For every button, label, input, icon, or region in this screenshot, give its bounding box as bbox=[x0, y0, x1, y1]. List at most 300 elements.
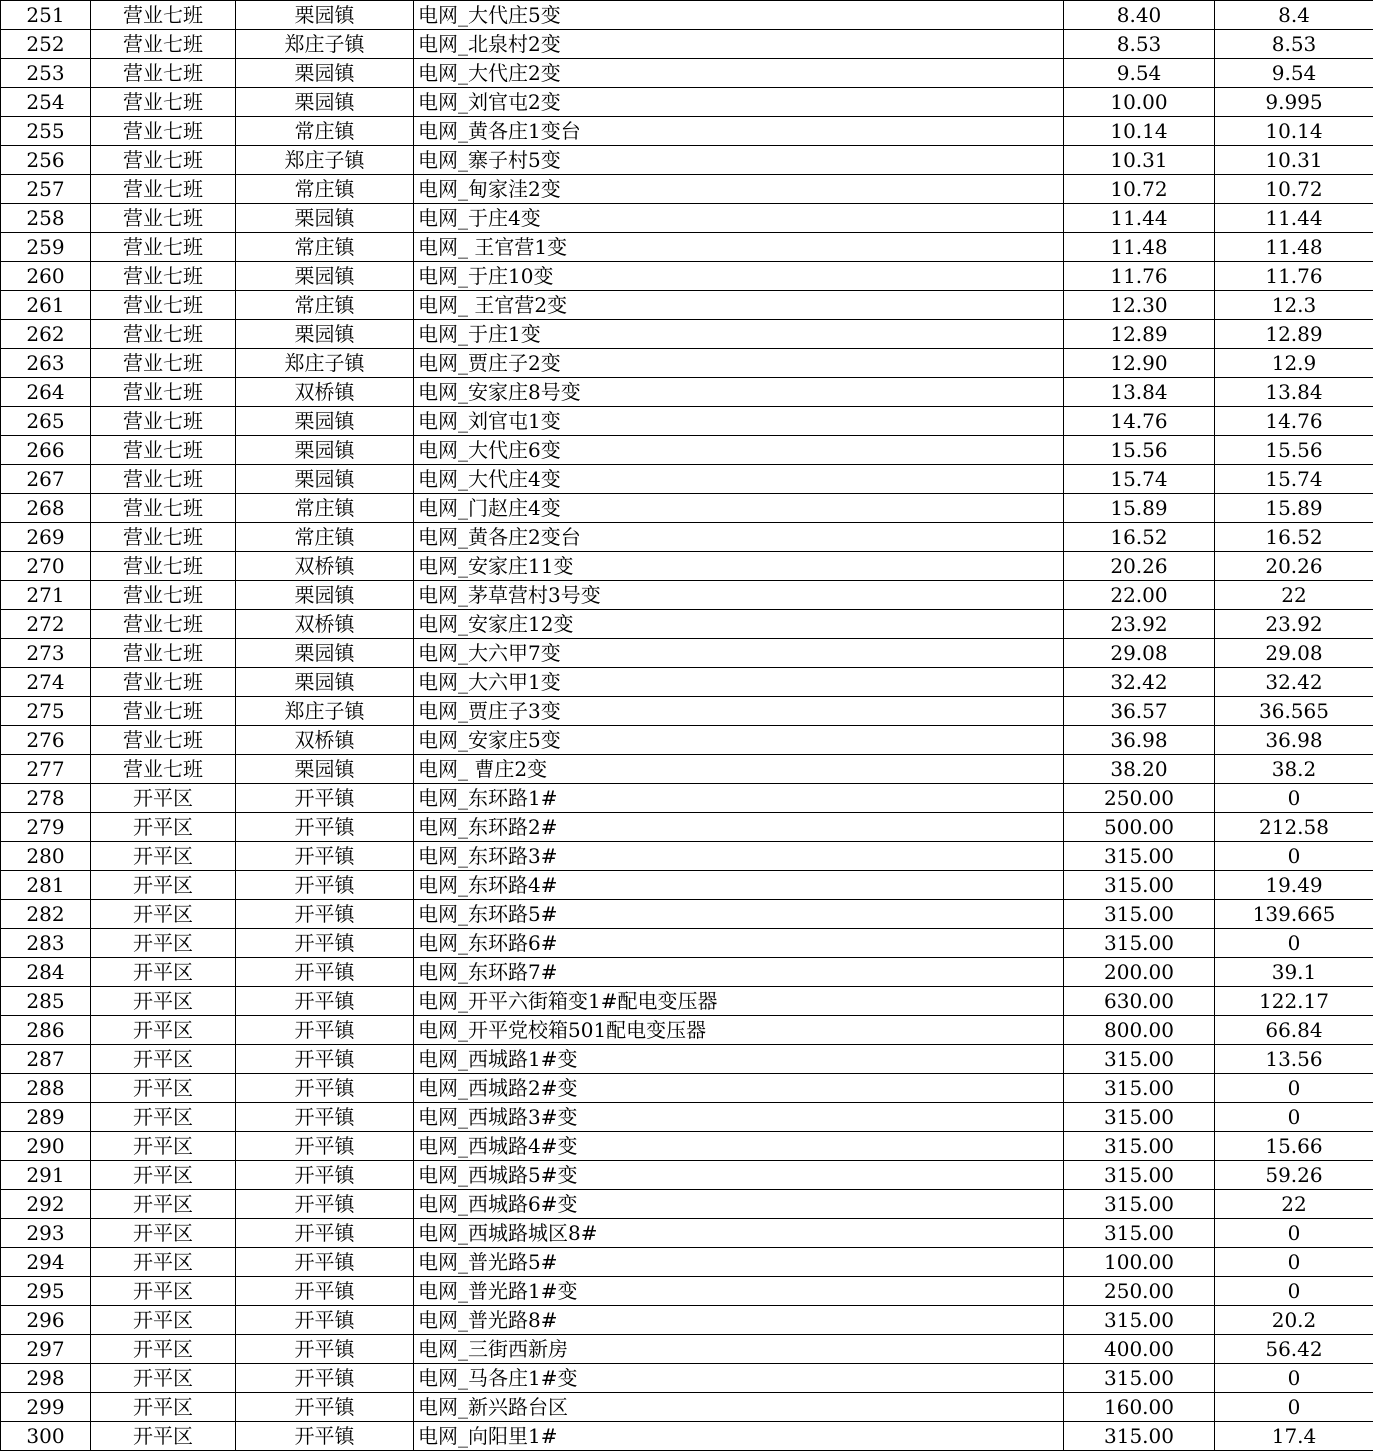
value-cell: 13.56 bbox=[1215, 1045, 1373, 1074]
town-cell: 开平镇 bbox=[236, 1045, 414, 1074]
row-number: 278 bbox=[1, 784, 91, 813]
team-cell: 营业七班 bbox=[91, 465, 236, 494]
row-number: 295 bbox=[1, 1277, 91, 1306]
row-number: 259 bbox=[1, 233, 91, 262]
transformer-name-cell: 电网_新兴路台区 bbox=[414, 1393, 1064, 1422]
town-cell: 开平镇 bbox=[236, 1306, 414, 1335]
value-cell: 16.52 bbox=[1215, 523, 1373, 552]
town-cell: 开平镇 bbox=[236, 1161, 414, 1190]
transformer-name-cell: 电网_大六甲1变 bbox=[414, 668, 1064, 697]
table-row bbox=[1, 88, 1373, 117]
value-cell: 39.1 bbox=[1215, 958, 1373, 987]
value-cell: 10.14 bbox=[1215, 117, 1373, 146]
capacity-cell: 10.31 bbox=[1064, 146, 1215, 175]
row-number: 263 bbox=[1, 349, 91, 378]
table-row bbox=[1, 407, 1373, 436]
value-cell: 12.3 bbox=[1215, 291, 1373, 320]
row-number: 265 bbox=[1, 407, 91, 436]
transformer-name-cell: 电网_东环路5# bbox=[414, 900, 1064, 929]
table-row bbox=[1, 697, 1373, 726]
team-cell: 营业七班 bbox=[91, 494, 236, 523]
team-cell: 开平区 bbox=[91, 1277, 236, 1306]
transformer-name-cell: 电网_贾庄子3变 bbox=[414, 697, 1064, 726]
transformer-name-cell: 电网_西城路2#变 bbox=[414, 1074, 1064, 1103]
capacity-cell: 29.08 bbox=[1064, 639, 1215, 668]
table-row bbox=[1, 1364, 1373, 1393]
table-row bbox=[1, 233, 1373, 262]
value-cell: 12.9 bbox=[1215, 349, 1373, 378]
capacity-cell: 250.00 bbox=[1064, 784, 1215, 813]
team-cell: 开平区 bbox=[91, 1364, 236, 1393]
table-row bbox=[1, 146, 1373, 175]
team-cell: 营业七班 bbox=[91, 117, 236, 146]
capacity-cell: 315.00 bbox=[1064, 900, 1215, 929]
transformer-name-cell: 电网_安家庄8号变 bbox=[414, 378, 1064, 407]
table-row bbox=[1, 668, 1373, 697]
transformer-name-cell: 电网_东环路7# bbox=[414, 958, 1064, 987]
town-cell: 双桥镇 bbox=[236, 378, 414, 407]
table-row bbox=[1, 784, 1373, 813]
town-cell: 双桥镇 bbox=[236, 610, 414, 639]
capacity-cell: 400.00 bbox=[1064, 1335, 1215, 1364]
capacity-cell: 8.40 bbox=[1064, 1, 1215, 30]
row-number: 273 bbox=[1, 639, 91, 668]
town-cell: 栗园镇 bbox=[236, 639, 414, 668]
table-row bbox=[1, 436, 1373, 465]
transformer-name-cell: 电网_贾庄子2变 bbox=[414, 349, 1064, 378]
town-cell: 郑庄子镇 bbox=[236, 30, 414, 59]
team-cell: 营业七班 bbox=[91, 59, 236, 88]
town-cell: 栗园镇 bbox=[236, 1, 414, 30]
town-cell: 常庄镇 bbox=[236, 494, 414, 523]
capacity-cell: 15.74 bbox=[1064, 465, 1215, 494]
row-number: 291 bbox=[1, 1161, 91, 1190]
team-cell: 开平区 bbox=[91, 1132, 236, 1161]
capacity-cell: 315.00 bbox=[1064, 871, 1215, 900]
value-cell: 0 bbox=[1215, 1219, 1373, 1248]
team-cell: 开平区 bbox=[91, 958, 236, 987]
team-cell: 开平区 bbox=[91, 1016, 236, 1045]
value-cell: 10.72 bbox=[1215, 175, 1373, 204]
row-number: 289 bbox=[1, 1103, 91, 1132]
row-number: 260 bbox=[1, 262, 91, 291]
table-row bbox=[1, 1016, 1373, 1045]
value-cell: 0 bbox=[1215, 1393, 1373, 1422]
team-cell: 开平区 bbox=[91, 1335, 236, 1364]
capacity-cell: 315.00 bbox=[1064, 1074, 1215, 1103]
capacity-cell: 15.56 bbox=[1064, 436, 1215, 465]
town-cell: 开平镇 bbox=[236, 1190, 414, 1219]
value-cell: 36.565 bbox=[1215, 697, 1373, 726]
team-cell: 营业七班 bbox=[91, 320, 236, 349]
team-cell: 开平区 bbox=[91, 1045, 236, 1074]
table-row bbox=[1, 552, 1373, 581]
table-row bbox=[1, 349, 1373, 378]
row-number: 256 bbox=[1, 146, 91, 175]
capacity-cell: 10.72 bbox=[1064, 175, 1215, 204]
table-row bbox=[1, 1248, 1373, 1277]
value-cell: 10.31 bbox=[1215, 146, 1373, 175]
value-cell: 32.42 bbox=[1215, 668, 1373, 697]
value-cell: 8.4 bbox=[1215, 1, 1373, 30]
town-cell: 常庄镇 bbox=[236, 175, 414, 204]
capacity-cell: 315.00 bbox=[1064, 929, 1215, 958]
value-cell: 0 bbox=[1215, 1277, 1373, 1306]
row-number: 283 bbox=[1, 929, 91, 958]
table-row bbox=[1, 291, 1373, 320]
table-row bbox=[1, 1422, 1373, 1451]
capacity-cell: 16.52 bbox=[1064, 523, 1215, 552]
table-row bbox=[1, 204, 1373, 233]
table-row bbox=[1, 1045, 1373, 1074]
transformer-name-cell: 电网_西城路3#变 bbox=[414, 1103, 1064, 1132]
capacity-cell: 315.00 bbox=[1064, 1161, 1215, 1190]
row-number: 266 bbox=[1, 436, 91, 465]
table-row bbox=[1, 726, 1373, 755]
value-cell: 15.74 bbox=[1215, 465, 1373, 494]
team-cell: 营业七班 bbox=[91, 407, 236, 436]
capacity-cell: 315.00 bbox=[1064, 842, 1215, 871]
value-cell: 22 bbox=[1215, 1190, 1373, 1219]
table-row bbox=[1, 929, 1373, 958]
capacity-cell: 36.98 bbox=[1064, 726, 1215, 755]
table-row bbox=[1, 1, 1373, 30]
town-cell: 开平镇 bbox=[236, 987, 414, 1016]
row-number: 251 bbox=[1, 1, 91, 30]
town-cell: 开平镇 bbox=[236, 929, 414, 958]
table-row bbox=[1, 1306, 1373, 1335]
row-number: 271 bbox=[1, 581, 91, 610]
transformer-name-cell: 电网_门赵庄4变 bbox=[414, 494, 1064, 523]
value-cell: 122.17 bbox=[1215, 987, 1373, 1016]
team-cell: 营业七班 bbox=[91, 726, 236, 755]
town-cell: 栗园镇 bbox=[236, 465, 414, 494]
transformer-name-cell: 电网_于庄1变 bbox=[414, 320, 1064, 349]
transformer-name-cell: 电网_西城路6#变 bbox=[414, 1190, 1064, 1219]
transformer-name-cell: 电网_ 曹庄2变 bbox=[414, 755, 1064, 784]
transformer-name-cell: 电网_于庄4变 bbox=[414, 204, 1064, 233]
transformer-name-cell: 电网_东环路2# bbox=[414, 813, 1064, 842]
transformer-name-cell: 电网_马各庄1#变 bbox=[414, 1364, 1064, 1393]
table-row bbox=[1, 871, 1373, 900]
value-cell: 11.48 bbox=[1215, 233, 1373, 262]
capacity-cell: 12.30 bbox=[1064, 291, 1215, 320]
table-row bbox=[1, 813, 1373, 842]
table-row bbox=[1, 639, 1373, 668]
team-cell: 开平区 bbox=[91, 842, 236, 871]
capacity-cell: 11.76 bbox=[1064, 262, 1215, 291]
row-number: 275 bbox=[1, 697, 91, 726]
capacity-cell: 315.00 bbox=[1064, 1422, 1215, 1451]
transformer-name-cell: 电网_刘官屯1变 bbox=[414, 407, 1064, 436]
table-row bbox=[1, 900, 1373, 929]
row-number: 253 bbox=[1, 59, 91, 88]
capacity-cell: 315.00 bbox=[1064, 1103, 1215, 1132]
value-cell: 0 bbox=[1215, 1248, 1373, 1277]
team-cell: 营业七班 bbox=[91, 262, 236, 291]
town-cell: 常庄镇 bbox=[236, 233, 414, 262]
transformer-name-cell: 电网_ 王官营2变 bbox=[414, 291, 1064, 320]
transformer-name-cell: 电网_北泉村2变 bbox=[414, 30, 1064, 59]
team-cell: 开平区 bbox=[91, 871, 236, 900]
value-cell: 36.98 bbox=[1215, 726, 1373, 755]
table-row bbox=[1, 1161, 1373, 1190]
team-cell: 营业七班 bbox=[91, 30, 236, 59]
transformer-name-cell: 电网_安家庄11变 bbox=[414, 552, 1064, 581]
team-cell: 营业七班 bbox=[91, 233, 236, 262]
capacity-cell: 15.89 bbox=[1064, 494, 1215, 523]
row-number: 296 bbox=[1, 1306, 91, 1335]
team-cell: 开平区 bbox=[91, 1161, 236, 1190]
value-cell: 20.26 bbox=[1215, 552, 1373, 581]
town-cell: 开平镇 bbox=[236, 813, 414, 842]
town-cell: 开平镇 bbox=[236, 1074, 414, 1103]
transformer-name-cell: 电网_大六甲7变 bbox=[414, 639, 1064, 668]
table-row bbox=[1, 1393, 1373, 1422]
value-cell: 9.54 bbox=[1215, 59, 1373, 88]
table-row bbox=[1, 1074, 1373, 1103]
team-cell: 开平区 bbox=[91, 1190, 236, 1219]
town-cell: 开平镇 bbox=[236, 842, 414, 871]
town-cell: 栗园镇 bbox=[236, 204, 414, 233]
capacity-cell: 10.00 bbox=[1064, 88, 1215, 117]
transformer-name-cell: 电网_普光路1#变 bbox=[414, 1277, 1064, 1306]
town-cell: 开平镇 bbox=[236, 1016, 414, 1045]
row-number: 292 bbox=[1, 1190, 91, 1219]
row-number: 261 bbox=[1, 291, 91, 320]
town-cell: 郑庄子镇 bbox=[236, 349, 414, 378]
team-cell: 开平区 bbox=[91, 1219, 236, 1248]
value-cell: 0 bbox=[1215, 929, 1373, 958]
value-cell: 38.2 bbox=[1215, 755, 1373, 784]
town-cell: 双桥镇 bbox=[236, 552, 414, 581]
team-cell: 营业七班 bbox=[91, 697, 236, 726]
transformer-name-cell: 电网_寨子村5变 bbox=[414, 146, 1064, 175]
value-cell: 15.56 bbox=[1215, 436, 1373, 465]
town-cell: 开平镇 bbox=[236, 1219, 414, 1248]
team-cell: 营业七班 bbox=[91, 610, 236, 639]
table-row bbox=[1, 59, 1373, 88]
capacity-cell: 9.54 bbox=[1064, 59, 1215, 88]
town-cell: 开平镇 bbox=[236, 1364, 414, 1393]
table-row bbox=[1, 958, 1373, 987]
table-row bbox=[1, 117, 1373, 146]
transformer-name-cell: 电网_西城路1#变 bbox=[414, 1045, 1064, 1074]
capacity-cell: 32.42 bbox=[1064, 668, 1215, 697]
team-cell: 开平区 bbox=[91, 1248, 236, 1277]
team-cell: 营业七班 bbox=[91, 581, 236, 610]
value-cell: 22 bbox=[1215, 581, 1373, 610]
row-number: 281 bbox=[1, 871, 91, 900]
team-cell: 营业七班 bbox=[91, 291, 236, 320]
team-cell: 开平区 bbox=[91, 900, 236, 929]
town-cell: 开平镇 bbox=[236, 1248, 414, 1277]
row-number: 290 bbox=[1, 1132, 91, 1161]
town-cell: 栗园镇 bbox=[236, 436, 414, 465]
transformer-name-cell: 电网_甸家洼2变 bbox=[414, 175, 1064, 204]
row-number: 299 bbox=[1, 1393, 91, 1422]
capacity-cell: 315.00 bbox=[1064, 1045, 1215, 1074]
value-cell: 29.08 bbox=[1215, 639, 1373, 668]
table-row bbox=[1, 987, 1373, 1016]
table-row bbox=[1, 30, 1373, 59]
transformer-name-cell: 电网_西城路5#变 bbox=[414, 1161, 1064, 1190]
row-number: 297 bbox=[1, 1335, 91, 1364]
team-cell: 开平区 bbox=[91, 1393, 236, 1422]
team-cell: 营业七班 bbox=[91, 523, 236, 552]
value-cell: 56.42 bbox=[1215, 1335, 1373, 1364]
value-cell: 17.4 bbox=[1215, 1422, 1373, 1451]
capacity-cell: 315.00 bbox=[1064, 1364, 1215, 1393]
row-number: 268 bbox=[1, 494, 91, 523]
capacity-cell: 23.92 bbox=[1064, 610, 1215, 639]
team-cell: 营业七班 bbox=[91, 1, 236, 30]
transformer-name-cell: 电网_于庄10变 bbox=[414, 262, 1064, 291]
town-cell: 常庄镇 bbox=[236, 523, 414, 552]
table-row bbox=[1, 523, 1373, 552]
value-cell: 0 bbox=[1215, 784, 1373, 813]
team-cell: 营业七班 bbox=[91, 146, 236, 175]
transformer-name-cell: 电网_东环路1# bbox=[414, 784, 1064, 813]
table-row bbox=[1, 320, 1373, 349]
capacity-cell: 250.00 bbox=[1064, 1277, 1215, 1306]
value-cell: 15.89 bbox=[1215, 494, 1373, 523]
capacity-cell: 800.00 bbox=[1064, 1016, 1215, 1045]
transformer-name-cell: 电网_西城路城区8# bbox=[414, 1219, 1064, 1248]
team-cell: 开平区 bbox=[91, 929, 236, 958]
table-row bbox=[1, 494, 1373, 523]
value-cell: 13.84 bbox=[1215, 378, 1373, 407]
capacity-cell: 12.89 bbox=[1064, 320, 1215, 349]
table-row bbox=[1, 1335, 1373, 1364]
value-cell: 59.26 bbox=[1215, 1161, 1373, 1190]
table-row bbox=[1, 581, 1373, 610]
row-number: 277 bbox=[1, 755, 91, 784]
row-number: 269 bbox=[1, 523, 91, 552]
row-number: 280 bbox=[1, 842, 91, 871]
town-cell: 常庄镇 bbox=[236, 117, 414, 146]
capacity-cell: 630.00 bbox=[1064, 987, 1215, 1016]
transformer-name-cell: 电网_西城路4#变 bbox=[414, 1132, 1064, 1161]
capacity-cell: 8.53 bbox=[1064, 30, 1215, 59]
value-cell: 0 bbox=[1215, 1364, 1373, 1393]
capacity-cell: 12.90 bbox=[1064, 349, 1215, 378]
transformer-name-cell: 电网_ 王官营1变 bbox=[414, 233, 1064, 262]
town-cell: 郑庄子镇 bbox=[236, 697, 414, 726]
transformer-name-cell: 电网_东环路6# bbox=[414, 929, 1064, 958]
value-cell: 0 bbox=[1215, 1103, 1373, 1132]
value-cell: 14.76 bbox=[1215, 407, 1373, 436]
transformer-name-cell: 电网_大代庄6变 bbox=[414, 436, 1064, 465]
table-row bbox=[1, 610, 1373, 639]
town-cell: 栗园镇 bbox=[236, 668, 414, 697]
capacity-cell: 160.00 bbox=[1064, 1393, 1215, 1422]
transformer-name-cell: 电网_黄各庄1变台 bbox=[414, 117, 1064, 146]
table-row bbox=[1, 465, 1373, 494]
value-cell: 23.92 bbox=[1215, 610, 1373, 639]
town-cell: 开平镇 bbox=[236, 1393, 414, 1422]
town-cell: 开平镇 bbox=[236, 1103, 414, 1132]
town-cell: 开平镇 bbox=[236, 784, 414, 813]
value-cell: 15.66 bbox=[1215, 1132, 1373, 1161]
table-row bbox=[1, 1132, 1373, 1161]
row-number: 284 bbox=[1, 958, 91, 987]
transformer-name-cell: 电网_茅草营村3号变 bbox=[414, 581, 1064, 610]
team-cell: 开平区 bbox=[91, 784, 236, 813]
capacity-cell: 200.00 bbox=[1064, 958, 1215, 987]
value-cell: 212.58 bbox=[1215, 813, 1373, 842]
row-number: 274 bbox=[1, 668, 91, 697]
capacity-cell: 11.48 bbox=[1064, 233, 1215, 262]
team-cell: 营业七班 bbox=[91, 349, 236, 378]
capacity-cell: 38.20 bbox=[1064, 755, 1215, 784]
team-cell: 营业七班 bbox=[91, 552, 236, 581]
team-cell: 营业七班 bbox=[91, 175, 236, 204]
capacity-cell: 11.44 bbox=[1064, 204, 1215, 233]
row-number: 293 bbox=[1, 1219, 91, 1248]
transformer-name-cell: 电网_向阳里1# bbox=[414, 1422, 1064, 1451]
transformer-name-cell: 电网_开平党校箱501配电变压器 bbox=[414, 1016, 1064, 1045]
row-number: 254 bbox=[1, 88, 91, 117]
capacity-cell: 500.00 bbox=[1064, 813, 1215, 842]
team-cell: 营业七班 bbox=[91, 639, 236, 668]
capacity-cell: 10.14 bbox=[1064, 117, 1215, 146]
transformer-name-cell: 电网_大代庄5变 bbox=[414, 1, 1064, 30]
team-cell: 营业七班 bbox=[91, 755, 236, 784]
value-cell: 0 bbox=[1215, 842, 1373, 871]
transformer-name-cell: 电网_普光路5# bbox=[414, 1248, 1064, 1277]
transformer-name-cell: 电网_开平六街箱变1#配电变压器 bbox=[414, 987, 1064, 1016]
value-cell: 11.76 bbox=[1215, 262, 1373, 291]
capacity-cell: 36.57 bbox=[1064, 697, 1215, 726]
row-number: 257 bbox=[1, 175, 91, 204]
capacity-cell: 20.26 bbox=[1064, 552, 1215, 581]
value-cell: 20.2 bbox=[1215, 1306, 1373, 1335]
town-cell: 栗园镇 bbox=[236, 262, 414, 291]
row-number: 272 bbox=[1, 610, 91, 639]
team-cell: 开平区 bbox=[91, 1074, 236, 1103]
value-cell: 139.665 bbox=[1215, 900, 1373, 929]
town-cell: 双桥镇 bbox=[236, 726, 414, 755]
table-row bbox=[1, 1277, 1373, 1306]
capacity-cell: 315.00 bbox=[1064, 1306, 1215, 1335]
table-body bbox=[1, 1, 1373, 1451]
value-cell: 9.995 bbox=[1215, 88, 1373, 117]
team-cell: 开平区 bbox=[91, 1306, 236, 1335]
town-cell: 栗园镇 bbox=[236, 407, 414, 436]
row-number: 288 bbox=[1, 1074, 91, 1103]
capacity-cell: 22.00 bbox=[1064, 581, 1215, 610]
town-cell: 开平镇 bbox=[236, 1335, 414, 1364]
row-number: 258 bbox=[1, 204, 91, 233]
table-row bbox=[1, 1219, 1373, 1248]
transformer-name-cell: 电网_普光路8# bbox=[414, 1306, 1064, 1335]
capacity-cell: 315.00 bbox=[1064, 1132, 1215, 1161]
town-cell: 栗园镇 bbox=[236, 755, 414, 784]
town-cell: 栗园镇 bbox=[236, 320, 414, 349]
team-cell: 开平区 bbox=[91, 1103, 236, 1132]
capacity-cell: 100.00 bbox=[1064, 1248, 1215, 1277]
row-number: 264 bbox=[1, 378, 91, 407]
table-row bbox=[1, 262, 1373, 291]
town-cell: 栗园镇 bbox=[236, 59, 414, 88]
row-number: 255 bbox=[1, 117, 91, 146]
town-cell: 栗园镇 bbox=[236, 88, 414, 117]
transformer-name-cell: 电网_大代庄4变 bbox=[414, 465, 1064, 494]
transformer-name-cell: 电网_安家庄5变 bbox=[414, 726, 1064, 755]
table-row bbox=[1, 1103, 1373, 1132]
capacity-cell: 315.00 bbox=[1064, 1190, 1215, 1219]
